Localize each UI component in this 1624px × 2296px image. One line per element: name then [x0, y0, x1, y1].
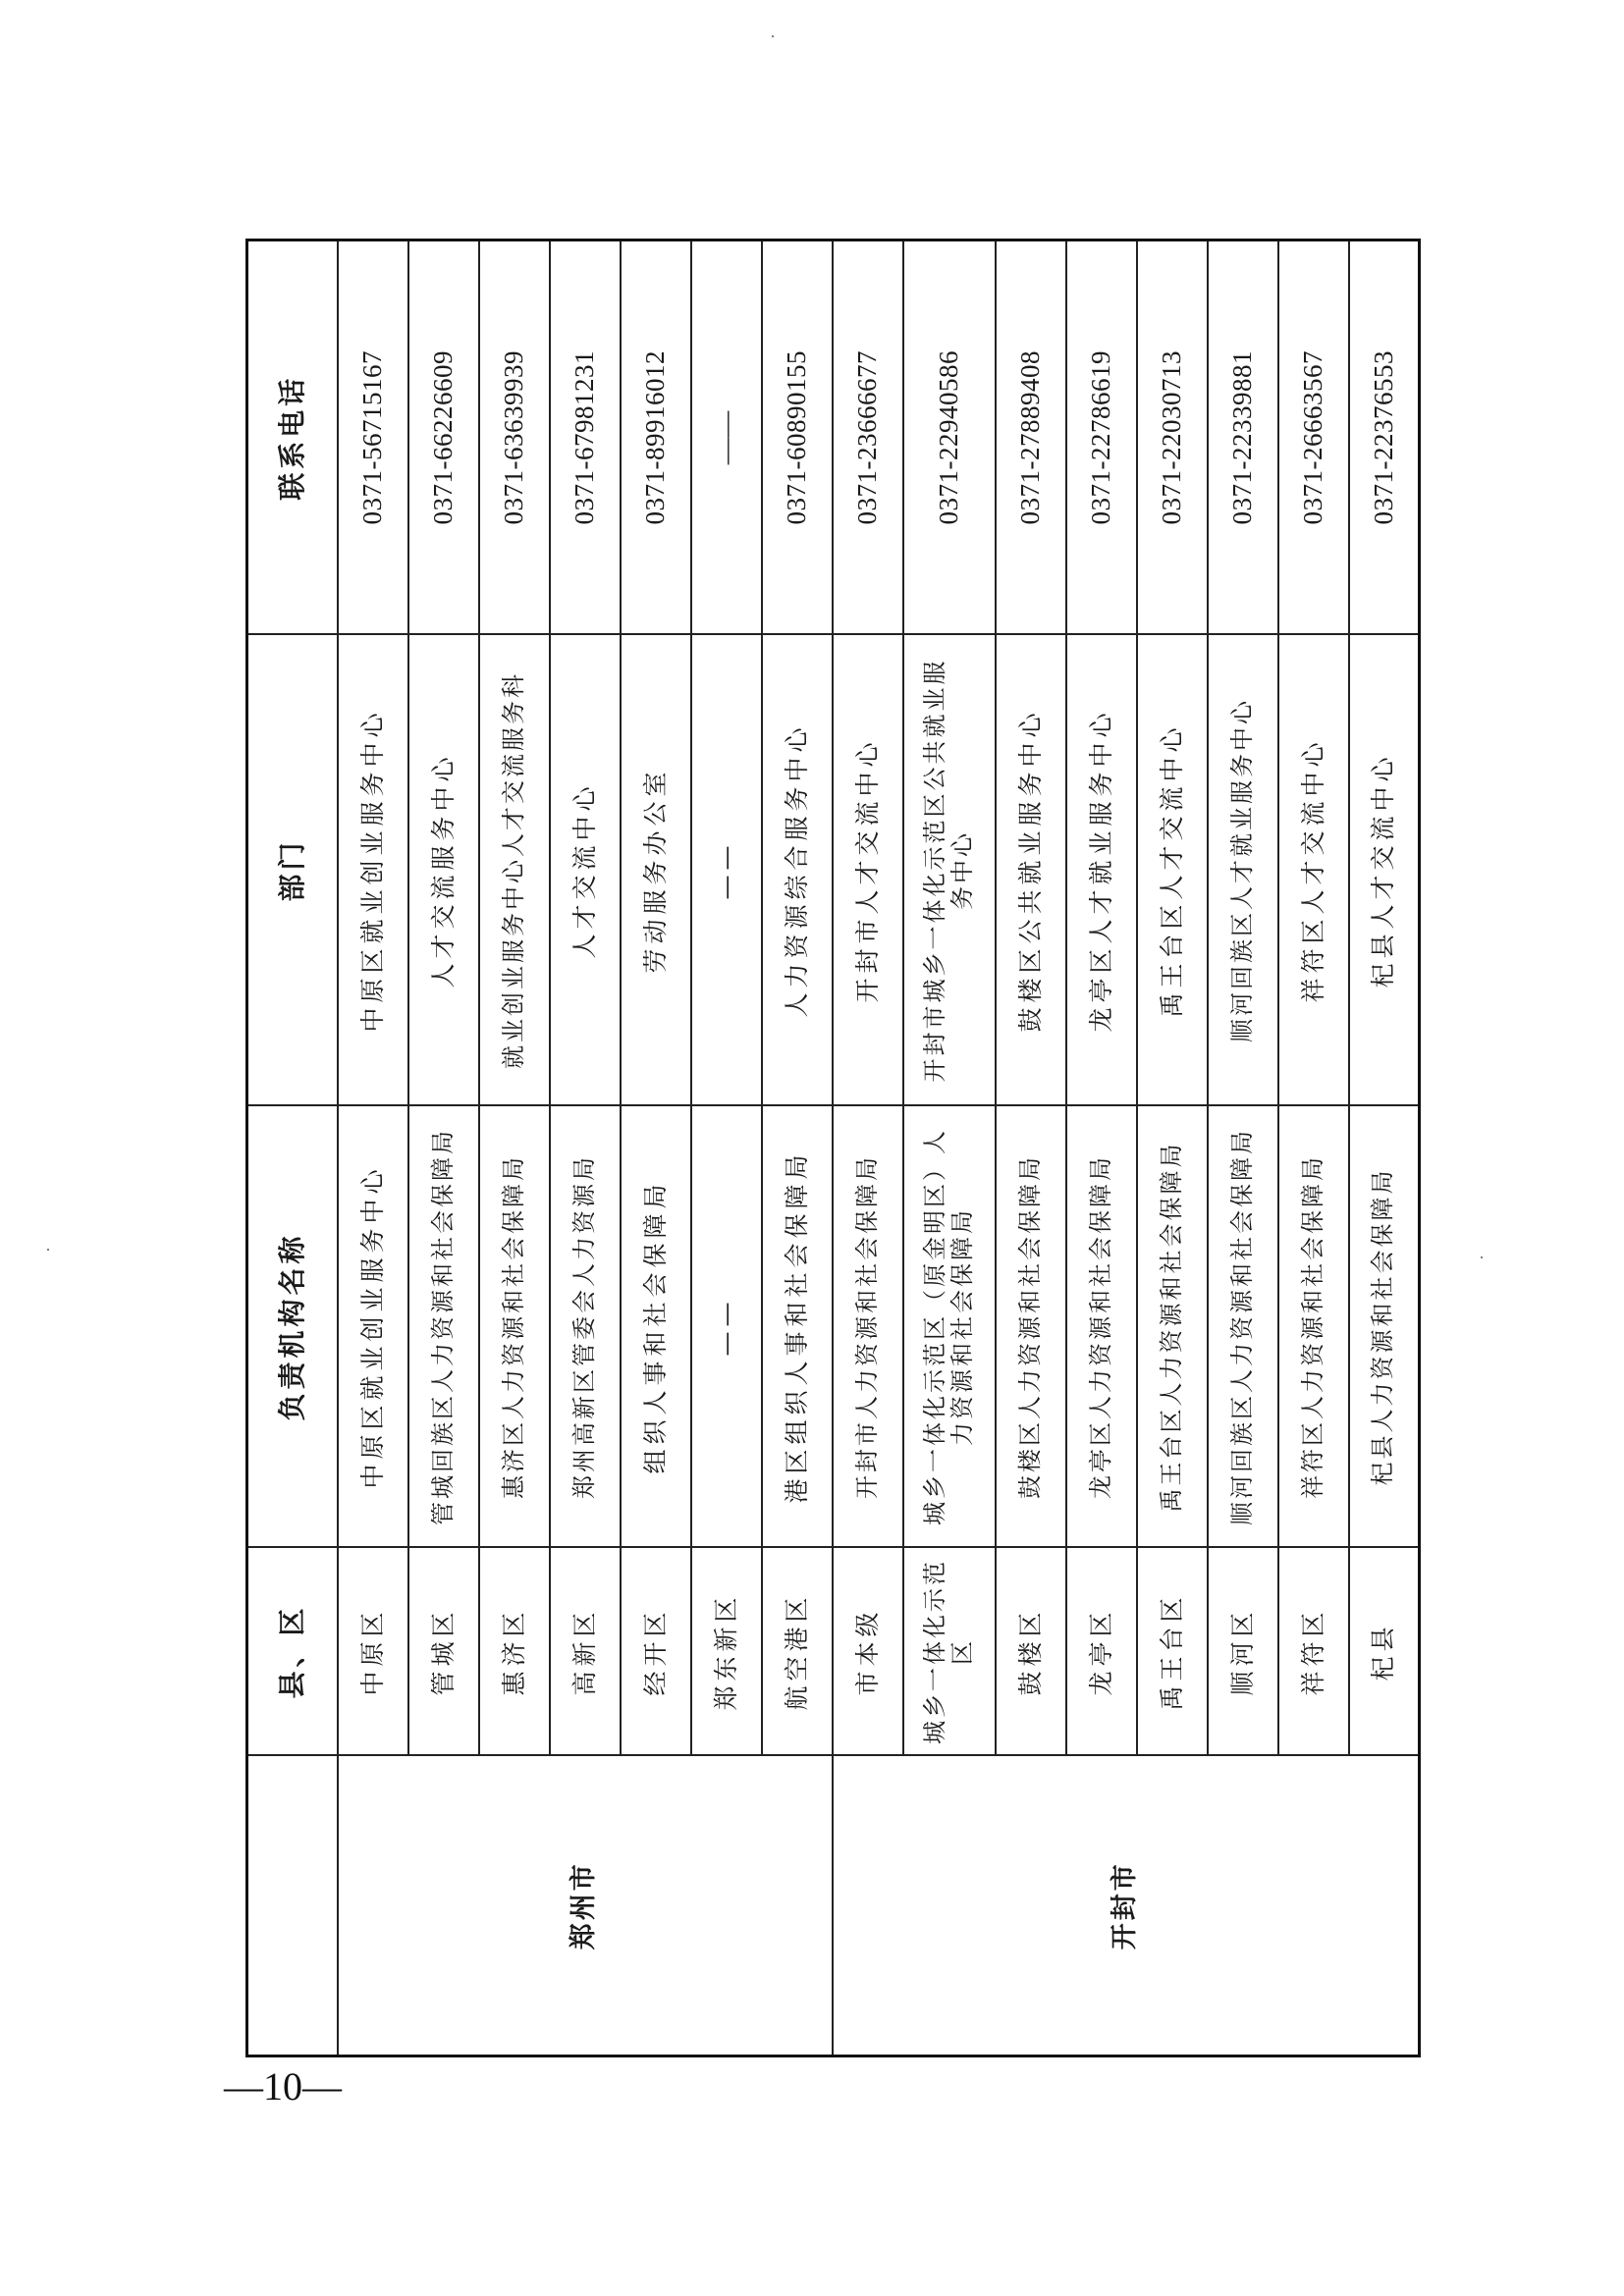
- district-cell: 城乡一体化示范区: [903, 1548, 996, 1756]
- department-cell: 鼓楼区公共就业服务中心: [996, 635, 1066, 1106]
- district-cell: 市本级: [833, 1548, 903, 1756]
- city-cell: 郑州市: [338, 1756, 833, 2056]
- scan-speck: [47, 1249, 49, 1251]
- phone-cell: 0371-27889408: [996, 240, 1066, 635]
- header-district: 县、区: [247, 1548, 338, 1756]
- agency-cell: ——: [691, 1106, 762, 1548]
- district-cell: 杞县: [1349, 1548, 1420, 1756]
- phone-cell: 0371-66226609: [408, 240, 479, 635]
- district-cell: 惠济区: [479, 1548, 550, 1756]
- department-cell: 就业创业服务中心人才交流服务科: [479, 635, 550, 1106]
- phone-cell: 0371-89916012: [621, 240, 691, 635]
- rotated-table-frame: [245, 241, 1399, 2057]
- department-cell: 开封市人才交流中心: [833, 635, 903, 1106]
- header-row: [247, 240, 338, 2056]
- phone-cell: 0371-22786619: [1066, 240, 1137, 635]
- district-cell: 经开区: [621, 1548, 691, 1756]
- table-row: [338, 240, 408, 2056]
- phone-cell: 0371-26663567: [1278, 240, 1349, 635]
- district-cell: 鼓楼区: [996, 1548, 1066, 1756]
- agency-cell: 惠济区人力资源和社会保障局: [479, 1106, 550, 1548]
- district-cell: 郑东新区: [691, 1548, 762, 1756]
- phone-cell: 0371-22030713: [1137, 240, 1208, 635]
- department-cell: 顺河回族区人才就业服务中心: [1208, 635, 1278, 1106]
- district-cell: 祥符区: [1278, 1548, 1349, 1756]
- district-cell: 管城区: [408, 1548, 479, 1756]
- table-row: [833, 240, 903, 2056]
- agency-cell: 城乡一体化示范区（原金明区）人力资源和社会保障局: [903, 1106, 996, 1548]
- district-cell: 顺河区: [1208, 1548, 1278, 1756]
- district-cell: 龙亭区: [1066, 1548, 1137, 1756]
- phone-cell: ——: [691, 240, 762, 635]
- scan-speck: [772, 35, 774, 37]
- district-cell: 中原区: [338, 1548, 408, 1756]
- department-cell: 开封市城乡一体化示范区公共就业服务中心: [903, 635, 996, 1106]
- phone-cell: 0371-22940586: [903, 240, 996, 635]
- phone-cell: 0371-63639939: [479, 240, 550, 635]
- agency-cell: 顺河回族区人力资源和社会保障局: [1208, 1106, 1278, 1548]
- department-cell: 中原区就业创业服务中心: [338, 635, 408, 1106]
- agency-cell: 开封市人力资源和社会保障局: [833, 1106, 903, 1548]
- contact-table: [245, 239, 1421, 2057]
- district-cell: 航空港区: [762, 1548, 833, 1756]
- district-cell: 禹王台区: [1137, 1548, 1208, 1756]
- header-city: [247, 1756, 338, 2056]
- phone-cell: 0371-23666677: [833, 240, 903, 635]
- scan-speck: [1481, 1256, 1483, 1258]
- department-cell: 人才交流服务中心: [408, 635, 479, 1106]
- agency-cell: 鼓楼区人力资源和社会保障局: [996, 1106, 1066, 1548]
- department-cell: 禹王台区人才交流中心: [1137, 635, 1208, 1106]
- phone-cell: 0371-56715167: [338, 240, 408, 635]
- agency-cell: 禹王台区人力资源和社会保障局: [1137, 1106, 1208, 1548]
- agency-cell: 杞县人力资源和社会保障局: [1349, 1106, 1420, 1548]
- agency-cell: 郑州高新区管委会人力资源局: [550, 1106, 621, 1548]
- phone-cell: 0371-67981231: [550, 240, 621, 635]
- department-cell: 祥符区人才交流中心: [1278, 635, 1349, 1106]
- agency-cell: 组织人事和社会保障局: [621, 1106, 691, 1548]
- agency-cell: 龙亭区人力资源和社会保障局: [1066, 1106, 1137, 1548]
- phone-cell: 0371-60890155: [762, 240, 833, 635]
- agency-cell: 管城回族区人力资源和社会保障局: [408, 1106, 479, 1548]
- header-agency: 负责机构名称: [247, 1106, 338, 1548]
- phone-cell: 0371-22339881: [1208, 240, 1278, 635]
- department-cell: ——: [691, 635, 762, 1106]
- city-cell: 开封市: [833, 1756, 1420, 2056]
- phone-cell: 0371-22376553: [1349, 240, 1420, 635]
- district-cell: 高新区: [550, 1548, 621, 1756]
- department-cell: 人力资源综合服务中心: [762, 635, 833, 1106]
- header-department: 部门: [247, 635, 338, 1106]
- agency-cell: 港区组织人事和社会保障局: [762, 1106, 833, 1548]
- agency-cell: 祥符区人力资源和社会保障局: [1278, 1106, 1349, 1548]
- department-cell: 人才交流中心: [550, 635, 621, 1106]
- department-cell: 劳动服务办公室: [621, 635, 691, 1106]
- page-number: —10—: [224, 2064, 342, 2109]
- agency-cell: 中原区就业创业服务中心: [338, 1106, 408, 1548]
- department-cell: 龙亭区人才就业服务中心: [1066, 635, 1137, 1106]
- department-cell: 杞县人才交流中心: [1349, 635, 1420, 1106]
- header-phone: 联系电话: [247, 240, 338, 635]
